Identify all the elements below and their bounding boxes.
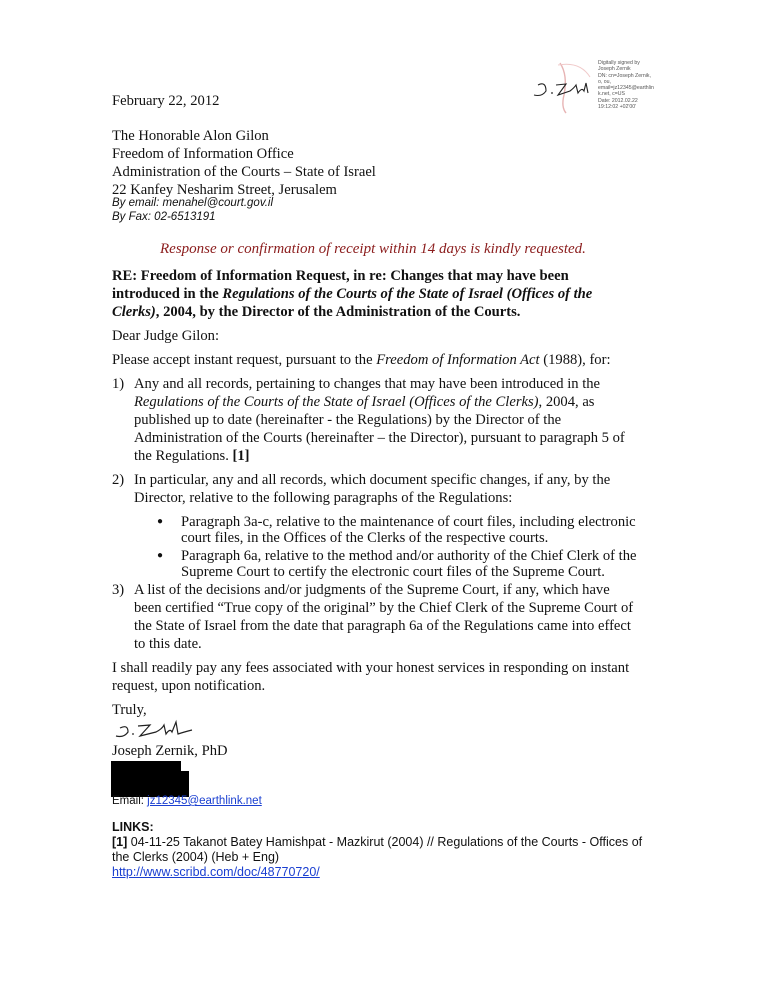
item-3-line: been certified “True copy of the original” by the Chief Clerk of the Supreme Court of xyxy=(134,600,634,616)
item-2-line: In particular, any and all records, which document specific changes, if any, by the xyxy=(134,472,611,488)
recipient-org: Administration of the Courts – State of Israel xyxy=(112,164,376,180)
recipient-office: Freedom of Information Office xyxy=(112,146,294,162)
re-line-3 xyxy=(112,303,520,321)
item-3-line: to this date. xyxy=(134,636,202,652)
links-title: LINKS: xyxy=(112,820,154,834)
salutation: Dear Judge Gilon: xyxy=(112,328,219,344)
bullet-line: Paragraph 3a-c, relative to the maintenance of court files, including electronic xyxy=(181,514,636,530)
sig-line: Digitally signed by xyxy=(598,60,640,66)
letter-date: February 22, 2012 xyxy=(112,93,220,109)
bullet-icon: ● xyxy=(157,550,164,561)
item-2-line: Director, relative to the following paragraphs of the Regulations: xyxy=(134,490,513,506)
item-1-line xyxy=(134,447,250,465)
sig-line: Date: 2012.02.22 xyxy=(598,97,638,104)
sig-line: Joseph Zernik xyxy=(598,66,631,73)
fees-line: I shall readily pay any fees associated with your honest services in responding on instant xyxy=(112,660,630,676)
link-description: 04-11-25 Takanot Batey Hamishpat - Mazkirut (2004) // Regulations of the Courts - Offices of xyxy=(127,835,643,849)
link-description: the Clerks (2004) (Heb + Eng) xyxy=(112,850,280,864)
scribd-link[interactable]: http://www.scribd.com/doc/48770720/ xyxy=(112,865,320,879)
regulations-title: Regulations of the Courts of the State of Israel (Offices of the Clerks) xyxy=(134,394,539,410)
footnote-ref: [1] xyxy=(112,835,128,849)
act-title: Freedom of Information Act xyxy=(376,352,540,368)
bullet-line: court files, in the Offices of the Clerks of the respective courts. xyxy=(181,530,549,546)
regulations-title: Regulations of the Courts of the State of Israel (Offices of the xyxy=(222,286,593,302)
recipient-address: 22 Kanfey Nesharim Street, Jerusalem xyxy=(112,182,337,198)
re-line-1: RE: Freedom of Information Request, in re: Changes that may have been xyxy=(112,268,569,284)
sig-line: email=jz12345@earthlin xyxy=(598,85,654,92)
item-number: 2) xyxy=(112,472,125,488)
item-number: 1) xyxy=(112,376,125,392)
email-label: Email: xyxy=(112,795,148,807)
sig-line: 19:12:02 +02'00' xyxy=(598,104,637,111)
sig-line: o, ou, xyxy=(598,78,611,85)
item-1-line: Any and all records, pertaining to changes that may have been introduced in the xyxy=(134,376,601,392)
link-reference xyxy=(112,835,642,850)
bullet-icon: ● xyxy=(157,516,164,527)
sig-line: k.net, c=US xyxy=(598,91,625,98)
intro-text: (1988), for: xyxy=(539,352,611,368)
item-1-line: Administration of the Courts (hereinafter – the Director), pursuant to paragraph 5 of xyxy=(134,430,625,446)
closing: Truly, xyxy=(112,702,147,718)
intro-text: Please accept instant request, pursuant to the xyxy=(112,352,377,368)
re-text: introduced in the xyxy=(112,286,223,302)
item-3-line: A list of the decisions and/or judgments of the Supreme Court, if any, which have xyxy=(134,582,610,598)
bullet-line: Paragraph 6a, relative to the method and/or authority of the Chief Clerk of the xyxy=(181,548,637,564)
recipient-fax: By Fax: 02-6513191 xyxy=(112,211,216,223)
item-3-line: the State of Israel from the date that paragraph 6a of the Regulations came into effect xyxy=(134,618,631,634)
handwritten-signature xyxy=(112,716,202,742)
fees-line: request, upon notification. xyxy=(112,678,266,694)
regulations-title-end: Clerks) xyxy=(112,304,156,320)
item-text: , 2004, as xyxy=(538,394,595,410)
footnote-ref: [1] xyxy=(232,448,250,464)
re-line-2 xyxy=(112,285,592,303)
re-text: , 2004, by the Director of the Administration of the Courts. xyxy=(155,304,521,320)
email-link[interactable]: jz12345@earthlink.net xyxy=(147,795,262,807)
email-line xyxy=(112,794,262,808)
item-1-line: published up to date (hereinafter - the Regulations) by the Director of the xyxy=(134,412,562,428)
bullet-line: Supreme Court to certify the electronic court files of the Supreme Court. xyxy=(181,564,605,580)
signature-details xyxy=(598,60,654,110)
recipient-email: By email: menahel@court.gov.il xyxy=(112,197,274,209)
signer-name: Joseph Zernik, PhD xyxy=(112,743,228,759)
item-1-line xyxy=(134,393,594,411)
intro-paragraph xyxy=(112,351,611,369)
sig-line: DN: cn=Joseph Zernik, xyxy=(598,72,651,79)
response-request-note: Response or confirmation of receipt within 14 days is kindly requested. xyxy=(160,241,586,257)
recipient-name: The Honorable Alon Gilon xyxy=(112,128,269,144)
item-text: the Regulations. xyxy=(134,448,233,464)
item-number: 3) xyxy=(112,582,125,598)
